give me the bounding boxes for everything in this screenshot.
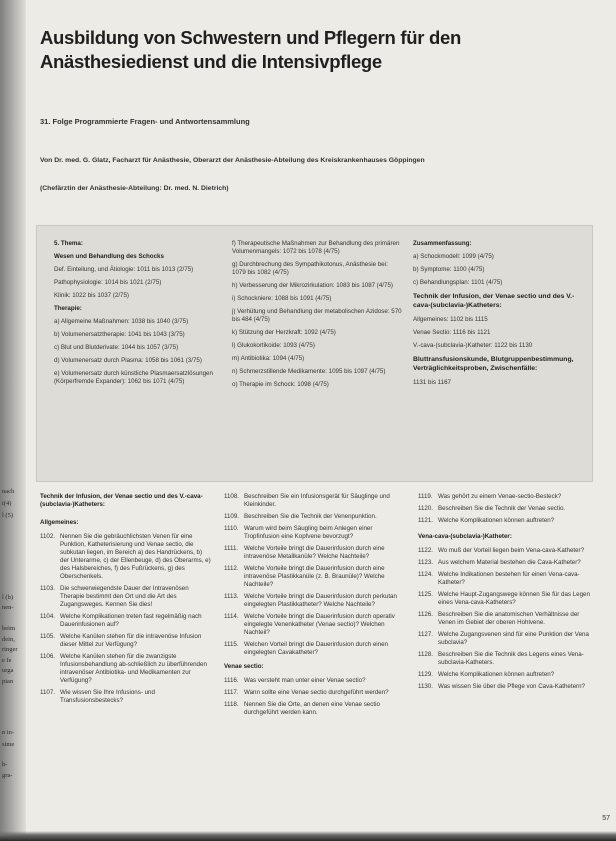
question-item [224,513,404,521]
question-item [418,547,598,555]
question-item [418,683,598,691]
question-text: Nennen Sie die Orte, an denen eine Venae sectio durchgeführt werden kann. [244,701,380,716]
question-item [224,493,404,509]
question-item [40,613,212,629]
question-number: 1115. [224,641,239,648]
summary-entry: Allgemeines: 1102 bis 1115 [413,316,488,323]
summary-entry: f) Therapeutische Maßnahmen zur Behandlung des primären Volumenmangels: 1072 bis 1078 (4/75) [232,240,400,255]
question-number: 1106. [40,653,56,660]
question-item [224,641,404,657]
question-number: 1108. [224,493,240,500]
summary-entry: Def. Einteilung, und Ätiologie: 1011 bis 1013 (2/75) [54,266,194,273]
question-text: Welche Kanülen stehen für die zwanzigste Infusionsbehandlung ab-schließlich zu überführenden intravenöser Antibiotika- und Medikamenten zur Verfügung? [60,653,207,684]
question-number: 1123. [418,559,434,566]
summary-entry: g) Durchbrechung des Sympathikotonus, Anästhesie bei: 1079 bis 1082 (4/75) [232,261,388,276]
question-text: Welchen Vorteil bringt die Dauerinfusion durch einen eingelegten Cavakatheter? [244,641,389,656]
question-text: Welche Zugangsvenen sind für eine Punktion der Vena subclavia? [438,631,589,646]
summary-entry: k) Stützung der Herzkraft: 1092 (4/75) [232,329,336,336]
question-number: 1116. [224,677,239,684]
question-number: 1117. [224,689,239,696]
question-number: 1110. [224,525,239,532]
summary-heading: Technik der Infusion, der Venae sectio und des V.-cava-(subclavia-)Katheters: [413,293,575,309]
question-number: 1121. [418,517,434,524]
chief-line: (Chefärztin der Anästhesie-Abteilung: Dr. med. N. Dietrich) [40,185,229,192]
question-text: Welche Komplikationen können auftreten? [438,517,555,524]
question-text: Welche Vorteile bringt die Dauerinfusion durch eine intravenöse Metallkanüle? Welche Nachteile? [244,545,385,560]
question-number: 1103. [40,585,56,592]
topic-summary-box [36,225,593,482]
question-item [418,671,598,679]
summary-entry: l) Glukokortikoide: 1093 (4/75) [232,342,315,349]
question-number: 1105. [40,633,56,640]
summary-entry: a) Schockmodell: 1099 (4/75) [413,253,494,260]
summary-column-2 [232,240,402,394]
question-number: 1130. [418,683,434,690]
question-item [40,533,212,581]
question-number: 1102. [40,533,56,540]
question-number: 1118. [224,701,239,708]
question-item [40,633,212,649]
author-line: Von Dr. med. G. Glatz, Facharzt für Anästhesie, Oberarzt der Anästhesie-Abteilung des Kreiskrankenhauses Göppingen [40,157,425,164]
summary-entry: b) Symptome: 1100 (4/75) [413,266,485,273]
question-text: Beschreiben Sie ein Infusionsgerät für Säuglinge und Kleinkinder. [244,493,390,508]
gutter-fragment: sime [2,741,15,748]
summary-entry: n) Schmerzstillende Medikamente: 1095 bis 1097 (4/75) [232,368,386,375]
subsection-heading: Allgemeines: [40,519,79,526]
question-item [418,493,598,501]
question-item [40,689,212,705]
gutter-fragment: e fe [2,657,12,664]
summary-heading: 5. Thema: [54,240,83,247]
question-item [418,517,598,525]
gutter-fragment: urga [2,667,14,674]
question-text: Wie wissen Sie Ihre Infusions- und Transfusionsbestecks? [60,689,155,704]
question-number: 1114. [224,613,239,620]
question-text: Welche Vorteile bringt die Dauerinfusion durch operativ eingelegte Venenkatheter (Venae sectio)? Welchen Nachteil? [244,613,395,636]
binding-gutter [0,0,26,841]
question-number: 1122. [418,547,434,554]
summary-entry: i) Schockniere: 1088 bis 1091 (4/75) [232,295,332,302]
question-text: Nennen Sie die gebräuchlichsten Venen für eine Punktion, Katheterisierung und Venae sectio, die subkutan liegen, im Bereich a) des Handrückens, b) der Unterarme, c) der Ellenbeuge, d) des Oberarms, e) des Halsbereiches, f) des Fußrückens, g) des Oberschenkels. [60,533,211,580]
question-item [224,701,404,717]
gutter-fragment: dein, [2,636,15,643]
summary-entry: c) Behandlungsplan: 1101 (4/75) [413,279,503,286]
question-text: Warum wird beim Säugling beim Anlegen einer Tropfinfusion eine Kopfvene bevorzugt? [244,525,373,540]
summary-entry: o) Therapie im Schock: 1098 (4/75) [232,381,329,388]
gutter-fragment: nach [2,488,15,495]
question-text: Beschreiben Sie die Technik der Venae sectio. [438,505,566,512]
summary-entry: 1131 bis 1167 [413,379,451,386]
gutter-fragment: l (b) [2,594,14,601]
question-item [224,525,404,541]
question-text: Welche Komplikationen treten fast regelmäßig nach Dauerinfusionen auf? [60,613,202,628]
question-item [224,613,404,637]
summary-entry: m) Antibiotika: 1094 (4/75) [232,355,305,362]
series-line: 31. Folge Programmierte Fragen- und Antwortensammlung [40,117,250,126]
question-number: 1109. [224,513,240,520]
question-text: Welche Haupt-Zugangswege können Sie für das Legen eines Vena-cava-Katheters? [438,591,590,606]
question-item [224,593,404,609]
summary-heading: Therapie: [54,305,82,312]
summary-entry: b) Volumenersatztherapie: 1041 bis 1043 (3/75) [54,331,185,338]
question-text: Welche Vorteile bringt die Dauerinfusion durch perkutan eingelegten Plastikkatheter? Welche Nachteile? [244,593,397,608]
question-column-3 [418,493,598,695]
question-item [418,651,598,667]
page-title: Ausbildung von Schwestern und Pflegern für den Anästhesiedienst und die Intensivpflege [40,27,461,72]
question-text: Welche Vorteile bringt die Dauerinfusion durch eine intravenöse Plastikkanüle (z. B. Braunüle)? Welche Nachteile? [244,565,385,588]
summary-entry: a) Allgemeine Maßnahmen: 1038 bis 1040 (3/75) [54,318,189,325]
question-text: Welche Kanülen stehen für die intravenöse Infusion dieser Mittel zur Verfügung? [60,633,202,648]
scan-shadow [0,831,616,841]
question-text: Was versteht man unter einer Venae sectio? [244,677,366,684]
question-item [40,653,212,685]
question-text: Aus welchem Material bestehen die Cava-Katheter? [438,559,581,566]
question-item [40,585,212,609]
subsection-heading: Venae sectio: [224,663,264,670]
question-text: Die schwerwiegendste Dauer der Intravenösen Therapie bestimmt den Ort und die Art des Zugangsweges. Kennen Sie dies! [60,585,189,608]
question-text: Wo muß der Vorteil liegen beim Vena-cava-Katheter? [438,547,585,554]
question-text: Beschreiben Sie die Technik der Venenpunktion. [244,513,377,520]
question-text: Welche Komplikationen können auftreten? [438,671,555,678]
question-number: 1107. [40,689,56,696]
summary-entry: h) Verbesserung der Mikrozirkulation: 1083 bis 1087 (4/75) [232,282,393,289]
gutter-fragment: ringer [2,646,18,653]
question-text: Was wissen Sie über die Pflege von Cava-Kathetern? [438,683,585,690]
gutter-fragment: h- [2,761,8,768]
summary-entry: Pathophysiologie: 1014 bis 1021 (2/75) [54,279,162,286]
question-number: 1104. [40,613,56,620]
question-item [418,571,598,587]
summary-heading: Zusammenfassung: [413,240,472,247]
question-number: 1113. [224,593,239,600]
question-number: 1119. [418,493,433,500]
question-item [418,505,598,513]
question-text: Wann sollte eine Venae sectio durchgeführt werden? [244,689,389,696]
summary-entry: e) Volumenersatz durch künstliche Plasmaersatzlösungen (Körperfremde Expander): 1062 bis 1071 (4/75) [54,370,213,385]
question-item [418,559,598,567]
question-text: Welche Indikationen bestehen für einen Vena-cava-Katheter? [438,571,580,586]
summary-column-1 [54,240,224,391]
question-item [224,677,404,685]
question-item [224,545,404,561]
summary-entry: j) Verhütung und Behandlung der metabolischen Azidose: 570 bis 484 (4/75) [232,308,402,323]
summary-heading: Bluttransfusionskunde, Blutgruppenbestimmung, Verträglichkeitsproben, Zwischenfälle: [413,356,574,372]
summary-heading: Wesen und Behandlung des Schocks [54,253,164,260]
question-item [224,689,404,697]
gutter-fragment: pian [2,678,14,685]
question-item [418,591,598,607]
question-text: Was gehört zu einem Venae-sectio-Besteck? [438,493,562,500]
question-number: 1125. [418,591,434,598]
question-number: 1129. [418,671,434,678]
subsection-heading: Vena-cava-(subclavia-)Katheter: [418,533,512,540]
question-column-1 [40,493,212,709]
gutter-fragment: t(4) [2,500,12,507]
gutter-fragment: l (5) [2,512,14,519]
question-number: 1112. [224,565,239,572]
summary-entry: V.-cava-(subclavia-)Katheter: 1122 bis 1130 [413,342,533,349]
summary-entry: Venae Sectio: 1116 bis 1121 [413,329,491,336]
question-text: Beschreiben Sie die anatomischen Verhältnisse der Venen im Gebiet der oberen Hohlvene. [438,611,580,626]
question-item [418,611,598,627]
gutter-fragment: gra- [2,772,13,779]
question-number: 1128. [418,651,434,658]
question-item [418,631,598,647]
gutter-fragment: n in- [2,729,15,736]
summary-entry: d) Volumenersatz durch Plasma: 1058 bis 1061 (3/75) [54,357,202,364]
question-number: 1124. [418,571,434,578]
question-item [224,565,404,589]
page-number: 57 [602,815,610,822]
gutter-fragment: nen- [2,604,14,611]
question-number: 1111. [224,545,239,552]
question-column-2 [224,493,404,721]
gutter-fragment: beim [2,625,15,632]
summary-entry: c) Blut und Blutderivate: 1044 bis 1057 (3/75) [54,344,179,351]
summary-column-3 [413,240,583,392]
summary-entry: Klinik: 1022 bis 1037 (2/75) [54,292,129,299]
question-text: Beschreiben Sie die Technik des Legens eines Vena-subclavia-Katheters. [438,651,584,666]
question-number: 1120. [418,505,434,512]
question-number: 1126. [418,611,434,618]
section-heading: Technik der Infusion, der Venae sectio und des V.-cava-(subclavia-)Katheters: [40,493,203,508]
question-number: 1127. [418,631,434,638]
